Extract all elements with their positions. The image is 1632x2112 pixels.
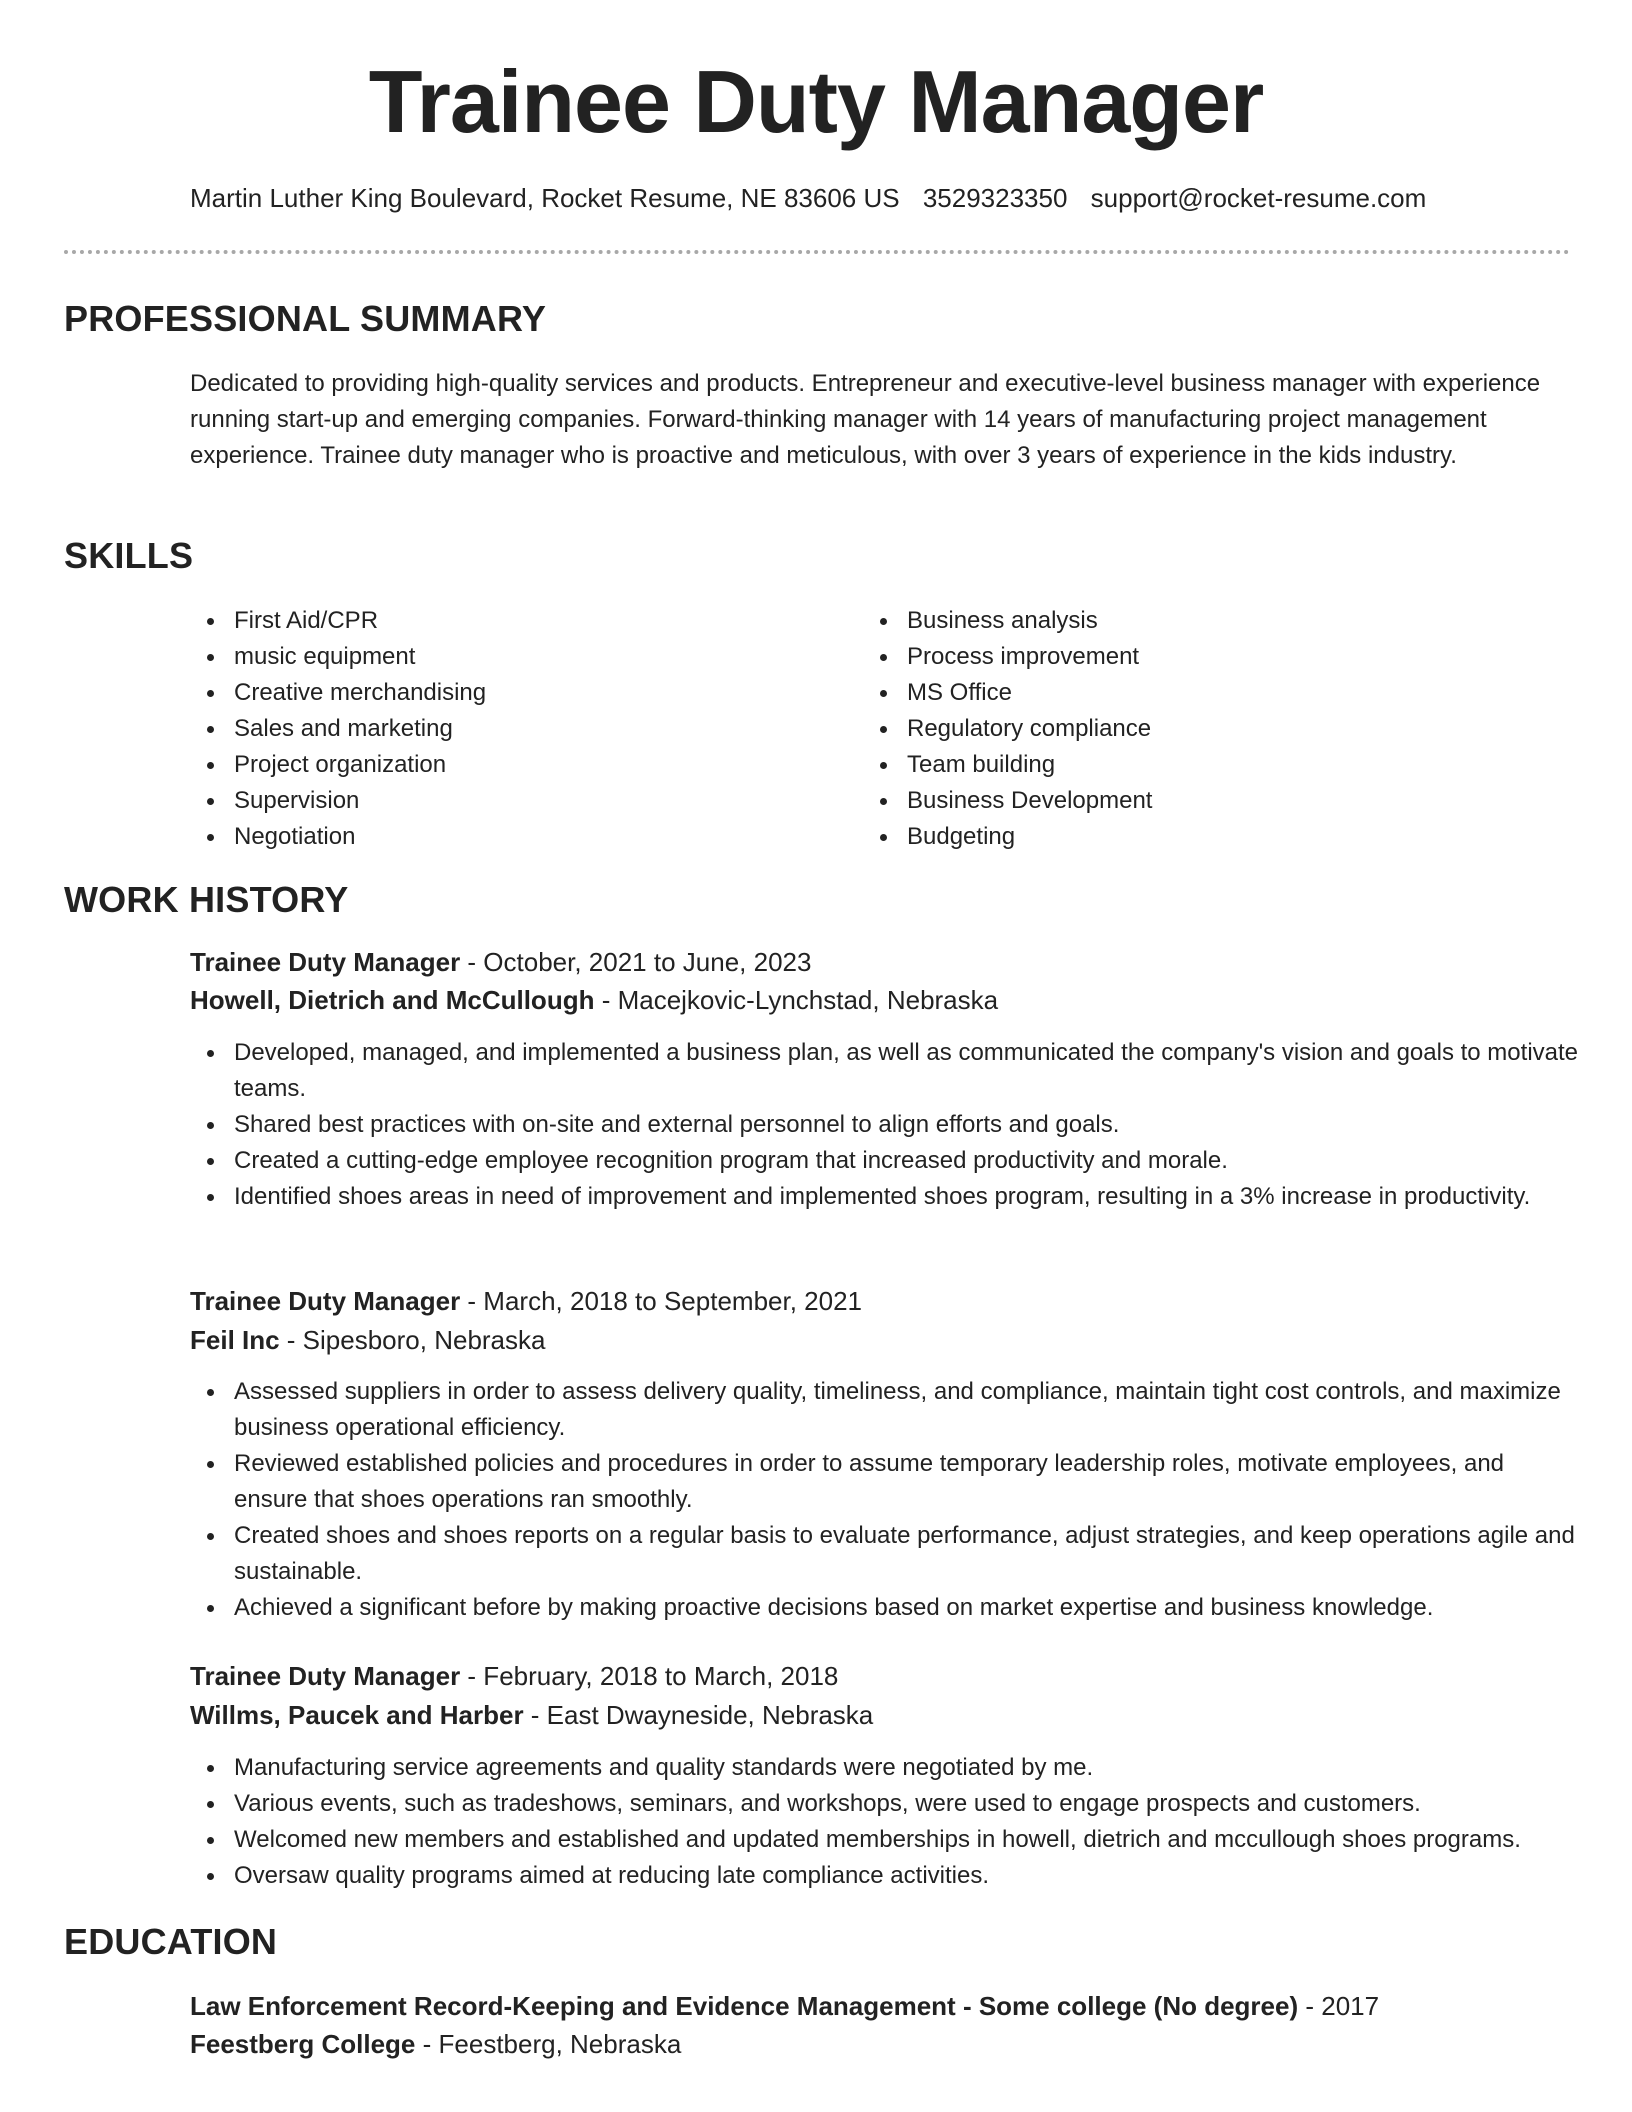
job-bullet: Created shoes and shoes reports on a regular basis to evaluate performance, adjust strategies, and keep operations agile and sustainable.: [190, 1518, 1580, 1590]
skill-item: music equipment: [190, 639, 790, 675]
job-dates: - March, 2018 to September, 2021: [460, 1286, 862, 1316]
job-company: Willms, Paucek and Harber: [190, 1700, 524, 1730]
job-bullet: Various events, such as tradeshows, seminars, and workshops, were used to engage prospects and customers.: [190, 1786, 1580, 1822]
job-title-line: [190, 944, 811, 980]
job-bullets: [190, 1750, 1580, 1894]
job-role: Trainee Duty Manager: [190, 1661, 461, 1691]
job-company: Howell, Dietrich and McCullough: [190, 985, 595, 1015]
education-year: - 2017: [1298, 1991, 1380, 2021]
skill-item: Sales and marketing: [190, 711, 790, 747]
job-role: Trainee Duty Manager: [190, 1286, 461, 1316]
skill-item: Business Development: [863, 783, 1463, 819]
job-dates: - October, 2021 to June, 2023: [460, 947, 812, 977]
job-bullet: Created a cutting-edge employee recognition program that increased productivity and morale.: [190, 1143, 1580, 1179]
skill-item: MS Office: [863, 675, 1463, 711]
job-bullets: [190, 1374, 1580, 1626]
skill-item: First Aid/CPR: [190, 603, 790, 639]
job-bullet: Shared best practices with on-site and external personnel to align efforts and goals.: [190, 1107, 1580, 1143]
education-degree: Law Enforcement Record-Keeping and Evidence Management - Some college (No degree): [190, 1991, 1299, 2021]
skills-heading: SKILLS: [64, 535, 194, 576]
skill-item: Project organization: [190, 747, 790, 783]
job-location: - East Dwayneside, Nebraska: [523, 1700, 874, 1730]
candidate-name: Trainee Duty Manager: [368, 52, 1264, 151]
skill-item: Creative merchandising: [190, 675, 790, 711]
skill-item: Process improvement: [863, 639, 1463, 675]
job-bullet: Welcomed new members and established and updated memberships in howell, dietrich and mccullough shoes programs.: [190, 1822, 1580, 1858]
job-bullet: Assessed suppliers in order to assess delivery quality, timeliness, and compliance, maintain tight cost controls, and maximize business operational efficiency.: [190, 1374, 1580, 1446]
job-title-line: [190, 1283, 862, 1319]
job-location: - Sipesboro, Nebraska: [279, 1325, 546, 1355]
education-heading: EDUCATION: [64, 1921, 278, 1962]
contact-address: Martin Luther King Boulevard, Rocket Resume, NE 83606 US: [190, 183, 900, 213]
skill-item: Business analysis: [863, 603, 1463, 639]
education-degree-line: [190, 1988, 1379, 2024]
skill-item: Supervision: [190, 783, 790, 819]
job-bullet: Developed, managed, and implemented a business plan, as well as communicated the company's vision and goals to motivate teams.: [190, 1035, 1580, 1107]
skills-list-right: [863, 603, 1463, 855]
education-location: - Feestberg, Nebraska: [415, 2029, 682, 2059]
skill-item: Team building: [863, 747, 1463, 783]
contact-email[interactable]: support@rocket-resume.com: [1090, 183, 1427, 213]
job-company: Feil Inc: [190, 1325, 280, 1355]
education-school-line: [190, 2026, 681, 2062]
skill-item: Negotiation: [190, 819, 790, 855]
header-divider: [64, 250, 1570, 254]
job-bullet: Identified shoes areas in need of improvement and implemented shoes program, resulting in a 3% increase in productivity.: [190, 1179, 1580, 1215]
job-bullet: Oversaw quality programs aimed at reducing late compliance activities.: [190, 1858, 1580, 1894]
contact-line: [190, 180, 1490, 216]
skill-item: Budgeting: [863, 819, 1463, 855]
job-company-line: [190, 1322, 545, 1358]
job-bullet: Reviewed established policies and procedures in order to assume temporary leadership roles, motivate employees, and ensure that shoes operations ran smoothly.: [190, 1446, 1580, 1518]
job-location: - Macejkovic-Lynchstad, Nebraska: [594, 985, 999, 1015]
job-bullets: [190, 1035, 1580, 1215]
job-company-line: [190, 982, 998, 1018]
contact-phone: 3529323350: [922, 183, 1068, 213]
job-bullet: Manufacturing service agreements and quality standards were negotiated by me.: [190, 1750, 1580, 1786]
summary-text: Dedicated to providing high-quality services and products. Entrepreneur and executive-level business manager with experience running start-up and emerging companies. Forward-thinking manager with 14 years of manufacturing project management experience. Trainee duty manager who is proactive and meticulous, with over 3 years of experience in the kids industry.: [190, 370, 1541, 469]
job-title-line: [190, 1658, 838, 1694]
work-history-heading: WORK HISTORY: [64, 879, 349, 920]
summary-heading: PROFESSIONAL SUMMARY: [64, 298, 547, 339]
job-company-line: [190, 1697, 873, 1733]
education-school: Feestberg College: [190, 2029, 416, 2059]
skills-list-left: [190, 603, 790, 855]
job-bullet: Achieved a significant before by making proactive decisions based on market expertise and business knowledge.: [190, 1590, 1580, 1626]
skill-item: Regulatory compliance: [863, 711, 1463, 747]
job-dates: - February, 2018 to March, 2018: [460, 1661, 839, 1691]
job-role: Trainee Duty Manager: [190, 947, 461, 977]
